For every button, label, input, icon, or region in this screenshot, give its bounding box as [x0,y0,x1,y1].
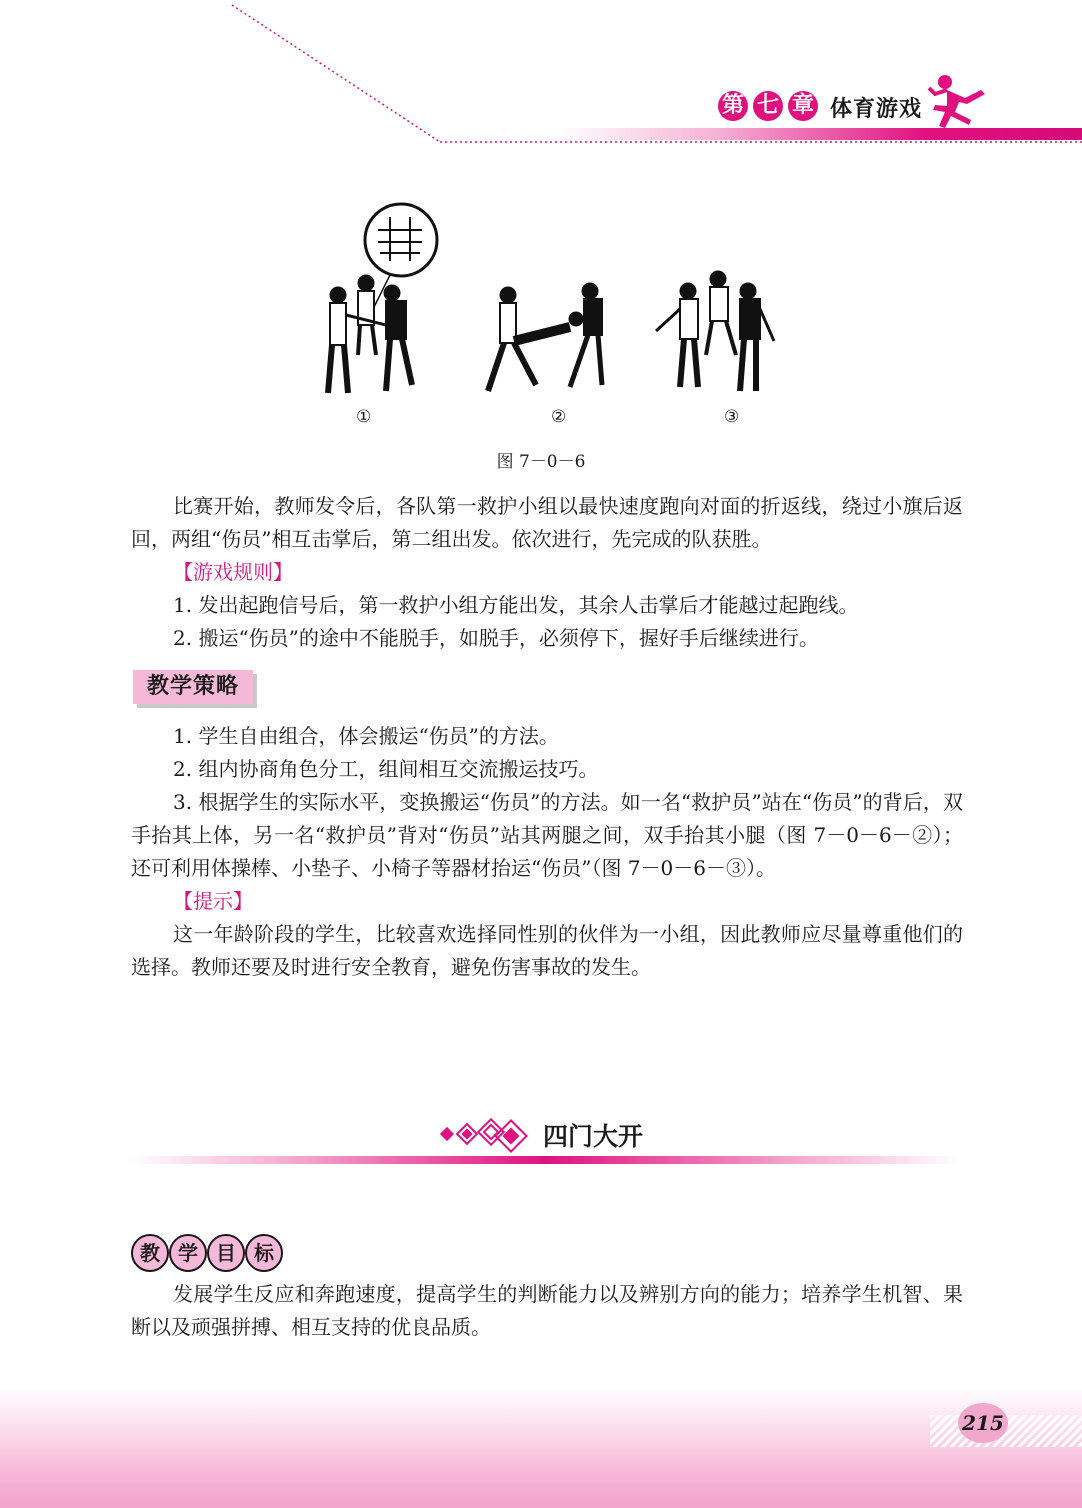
strategy-item-2: 2. 组内协商角色分工，组间相互交流搬运技巧。 [173,757,599,781]
rule-item-2: 2. 搬运“伤员”的途中不能脱手，如脱手，必须停下，握好手后继续进行。 [173,626,819,650]
figure-label-1: ① [356,407,372,427]
tip-tag: 【提示】 [173,889,253,913]
strategy-heading: 教学策略 [133,670,253,704]
figure-caption: 图 7－0－6 [496,452,586,472]
group-2-figure [488,283,602,391]
group-1-figure [328,275,412,393]
rule-item-1: 1. 发出起跑信号后，第一救护小组方能出发，其余人击掌后才能越过起跑线。 [173,593,859,617]
section-divider [131,1156,961,1164]
chapter-badge-3: 章 [788,91,818,121]
strategy-item-3: 3. 根据学生的实际水平，变换搬运“伤员”的方法。如一名“救护员”站在“伤员”的背后，双手抬其上体，另一名“救护员”背对“伤员”站其两腿之间，双手抬其小腿（图 7－0－6－②）；还可利用体操棒、小垫子、小椅子等器材抬运“伤员”（图 7－0－6－③）。 [131,790,963,880]
runner-icon [925,72,995,132]
figure-label-3: ③ [724,407,740,427]
tip-text: 这一年龄阶段的学生，比较喜欢选择同性别的伙伴为一小组，因此教师应尽量尊重他们的选择。教师还要及时进行安全教育，避免伤害事故的发生。 [131,922,963,979]
group-3-figure [656,271,774,391]
goal-text: 发展学生反应和奔跑速度，提高学生的判断能力以及辨别方向的能力；培养学生机智、果断以及顽强拼搏、相互支持的优良品质。 [131,1282,963,1339]
chapter-badge-1: 第 [718,91,748,121]
rules-tag: 【游戏规则】 [173,560,293,584]
strategy-item-1: 1. 学生自由组合，体会搬运“伤员”的方法。 [173,724,559,748]
paragraph-start: 比赛开始，教师发令后，各队第一救护小组以最快速度跑向对面的折返线，绕过小旗后返回，两组“伤员”相互击掌后，第二组出发。依次进行，先完成的队获胜。 [131,494,963,551]
goal-char-2: 学 [169,1234,207,1272]
footer-band [0,1388,1082,1508]
goal-char-1: 教 [131,1234,169,1272]
strategy-body [131,720,963,984]
section-title: 四门大开 [543,1122,644,1151]
header-bar [560,128,1082,140]
diamond-ornament-icon [438,1115,530,1155]
goal-char-3: 目 [207,1234,245,1272]
goal-body [131,1278,963,1344]
page-number: 215 [958,1403,1008,1443]
chapter-badge-2: 七 [753,91,783,121]
hands-detail-icon [365,204,437,315]
game-description [131,490,963,655]
goal-char-4: 标 [245,1234,283,1272]
chapter-title: 体育游戏 [830,96,923,122]
figure-label-2: ② [551,407,567,427]
figure-illustration [300,195,800,435]
